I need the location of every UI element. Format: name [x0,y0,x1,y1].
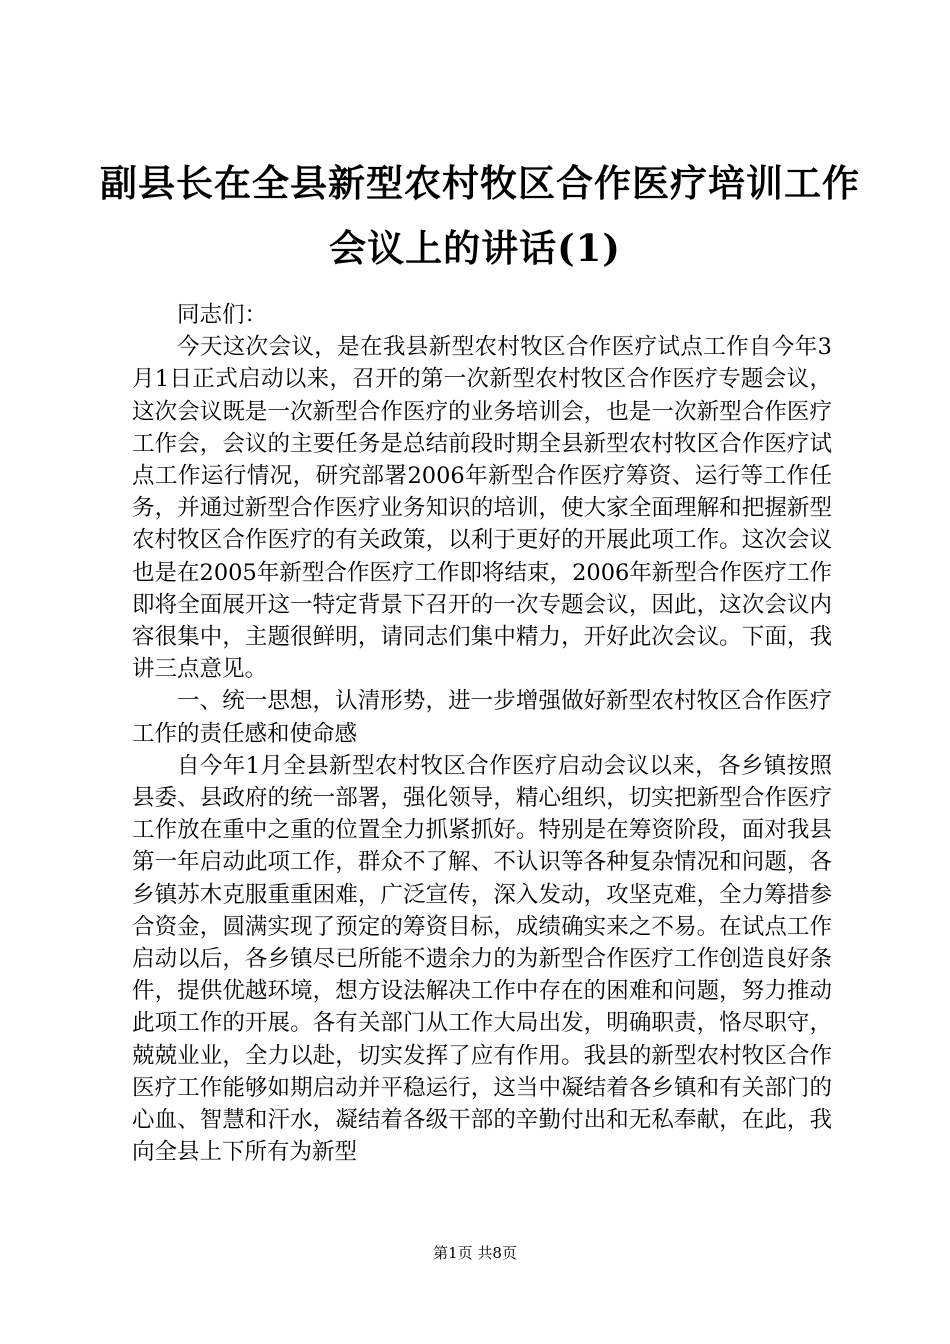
section-heading: 一、统一思想，认清形势，进一步增强做好新型农村牧区合作医疗工作的责任感和使命感 [132,688,832,747]
document-body [132,299,832,1168]
document-title-line-1: 副县长在全县新型农村牧区合作医疗培训工作 [100,161,860,205]
salutation: 同志们： [177,302,268,328]
document-title-line-2: 会议上的讲话(1) [329,226,621,270]
page-footer: 第1页 共8页 [433,1244,517,1262]
body-paragraph: 自今年1月全县新型农村牧区合作医疗启动会议以来，各乡镇按照县委、县政府的统一部署，强化领导，精心组织，切实把新型合作医疗工作放在重中之重的位置全力抓紧抓好。特别是在筹资阶段，面对我县第一年启动此项工作，群众不了解、不认识等各种复杂情况和问题，各乡镇苏木克服重重困难，广泛宣传，深入发动，攻坚克难，全力筹措参合资金，圆满实现了预定的筹资目标，成绩确实来之不易。在试点工作启动以后，各乡镇尽已所能不遗余力的为新型合作医疗工作创造良好条件，提供优越环境，想方设法解决工作中存在的困难和问题，努力推动此项工作的开展。各有关部门从工作大局出发，明确职责，恪尽职守，兢兢业业，全力以赴，切实发挥了应有作用。我县的新型农村牧区合作医疗工作能够如期启动并平稳运行，这当中凝结着各乡镇和有关部门的心血、智慧和汗水，凝结着各级干部的辛勤付出和无私奉献，在此，我向全县上下所有为新型 [132,752,832,1166]
body-paragraph: 今天这次会议，是在我县新型农村牧区合作医疗试点工作自今年3月1日正式启动以来，召开的第一次新型农村牧区合作医疗专题会议，这次会议既是一次新型合作医疗的业务培训会，也是一次新型合作医疗工作会，会议的主要任务是总结前段时期全县新型农村牧区合作医疗试点工作运行情况，研究部署2006年新型合作医疗筹资、运行等工作任务，并通过新型合作医疗业务知识的培训，使大家全面理解和把握新型农村牧区合作医疗的有关政策，以利于更好的开展此项工作。这次会议也是在2005年新型合作医疗工作即将结束，2006年新型合作医疗工作即将全面展开这一特定背景下召开的一次专题会议，因此，这次会议内容很集中，主题很鲜明，请同志们集中精力，开好此次会议。下面，我讲三点意见。 [132,334,832,683]
